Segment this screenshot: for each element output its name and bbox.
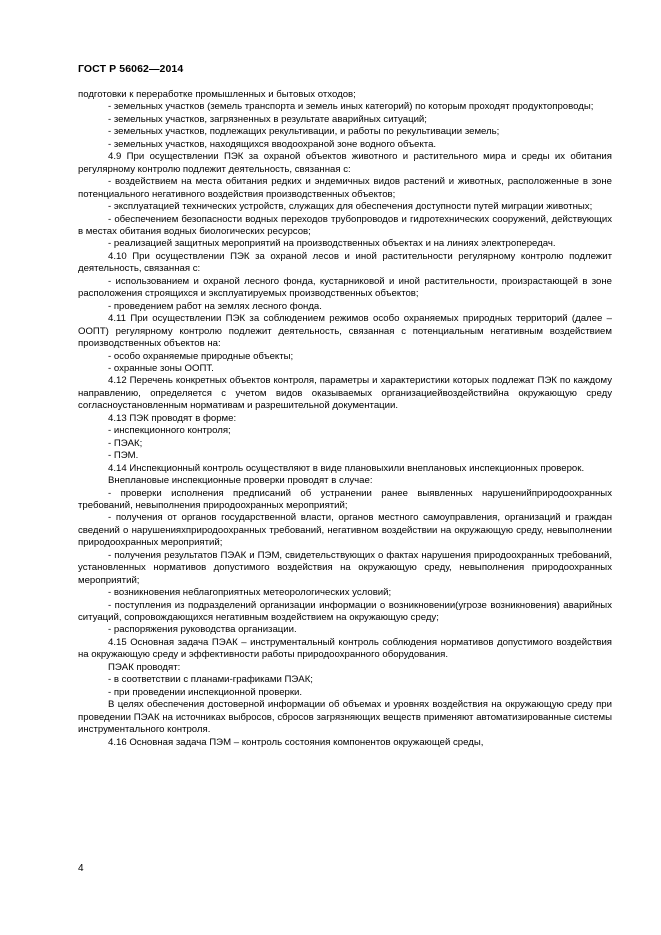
paragraph: - получения результатов ПЭАК и ПЭМ, свидетельствующих о фактах нарушения природоохранных требований, установленных нормативов допустимого воздействия на окружающую среду, невыполнения природоохранных мероприятий;: [78, 549, 612, 586]
paragraph: В целях обеспечения достоверной информации об объемах и уровнях воздействия на окружающую среду при проведении ПЭАК на источниках выбросов, сбросов загрязняющих веществ применяют автоматизированные системы инструментального контроля.: [78, 699, 612, 736]
document-body: [78, 89, 612, 749]
paragraph: - распоряжения руководства организации.: [108, 624, 297, 636]
paragraph: 4.14 Инспекционный контроль осуществляют в виде плановыхили внеплановых инспекционных проверок.: [108, 462, 585, 474]
paragraph: Внеплановые инспекционные проверки проводят в случае:: [108, 475, 373, 487]
paragraph: 4.12 Перечень конкретных объектов контроля, параметры и характеристики которых подлежат ПЭК по каждому направлению, определяется с учетом видов оказываемых организациейвоздействийна окружающую среду согласноустановленным нормативам и разрешительной документации.: [78, 375, 612, 412]
paragraph: - охранные зоны ООПТ.: [108, 362, 214, 374]
paragraph: - особо охраняемые природные объекты;: [108, 350, 294, 362]
page-number: 4: [78, 863, 84, 874]
paragraph: 4.13 ПЭК проводят в форме:: [108, 412, 237, 424]
paragraph: 4.15 Основная задача ПЭАК – инструментальный контроль соблюдения нормативов допустимого воздействия на окружающую среду и эффективности работы природоохранного оборудования.: [78, 636, 612, 661]
paragraph: - ПЭМ.: [108, 450, 139, 462]
paragraph: - воздействием на места обитания редких и эндемичных видов растений и животных, расположенные в зоне потенциального негативного воздействия производственных объектов;: [78, 176, 612, 200]
paragraph: - обеспечением безопасности водных переходов трубопроводов и гидротехнических сооружений, действующих в местах обитания водных биологических ресурсов;: [78, 213, 612, 237]
paragraph: - поступления из подразделений организации информации о возникновении(угрозе возникновения) аварийных ситуаций, сопровождающихся негативным воздействием на окружающую среду;: [78, 599, 612, 624]
paragraph: 4.16 Основная задача ПЭМ – контроль состояния компонентов окружающей среды,: [108, 736, 484, 748]
paragraph: - проведением работ на землях лесного фонда.: [108, 300, 322, 312]
paragraph: - ПЭАК;: [108, 437, 143, 449]
paragraph: - использованием и охраной лесного фонда, кустарниковой и иной растительности, произрастающей в зоне расположения строящихся и эксплуатируемых производственных объектов;: [78, 275, 612, 300]
paragraph: 4.10 При осуществлении ПЭК за охраной лесов и иной растительности регулярному контролю подлежит деятельность, связанная с:: [78, 250, 612, 275]
paragraph: - земельных участков, загрязненных в результате аварийных ситуаций;: [108, 113, 427, 125]
paragraph: - возникновения неблагоприятных метеорологических условий;: [108, 587, 392, 599]
paragraph: 4.9 При осуществлении ПЭК за охраной объектов животного и растительного мира и среды их обитания регулярному контролю подлежит деятельность, связанная с:: [78, 151, 612, 175]
paragraph: - эксплуатацией технических устройств, служащих для обеспечения доступности путей миграции животных;: [108, 201, 593, 213]
paragraph: 4.11 При осуществлении ПЭК за соблюдением режимов особо охраняемых природных территорий (далее – ООПТ) регулярному контролю подлежит деятельность, связанная с потенциальным негативным воздействием производственных объектов на:: [78, 313, 612, 350]
paragraph: - получения от органов государственной власти, органов местного самоуправления, организаций и граждан сведений о нарушенияхприродоохранных требований, негативном воздействии на окружающую среду, невыполнении природоохранных мероприятий;: [78, 512, 612, 549]
paragraph: - земельных участков, подлежащих рекультивации, и работы по рекультивации земель;: [108, 126, 500, 138]
paragraph: - в соответствии с планами-графиками ПЭАК;: [108, 674, 313, 686]
paragraph: - при проведении инспекционной проверки.: [108, 686, 303, 698]
paragraph: - земельных участков (земель транспорта и земель иных категорий) по которым проходят продуктопроводы;: [108, 101, 594, 113]
paragraph: - реализацией защитных мероприятий на производственных объектах и на линиях электропередач.: [108, 238, 556, 250]
paragraph: - проверки исполнения предписаний об устранении ранее выявленных нарушенийприродоохранных требований, невыполнения природоохранных мероприятий;: [78, 487, 612, 511]
paragraph: подготовки к переработке промышленных и бытовых отходов;: [78, 89, 356, 100]
paragraph: - земельных участков, находящихся вводоохраной зоне водного объекта.: [108, 138, 437, 150]
document-header: ГОСТ Р 56062—2014: [78, 63, 184, 75]
paragraph: - инспекционного контроля;: [108, 425, 231, 437]
paragraph: ПЭАК проводят:: [108, 661, 181, 673]
